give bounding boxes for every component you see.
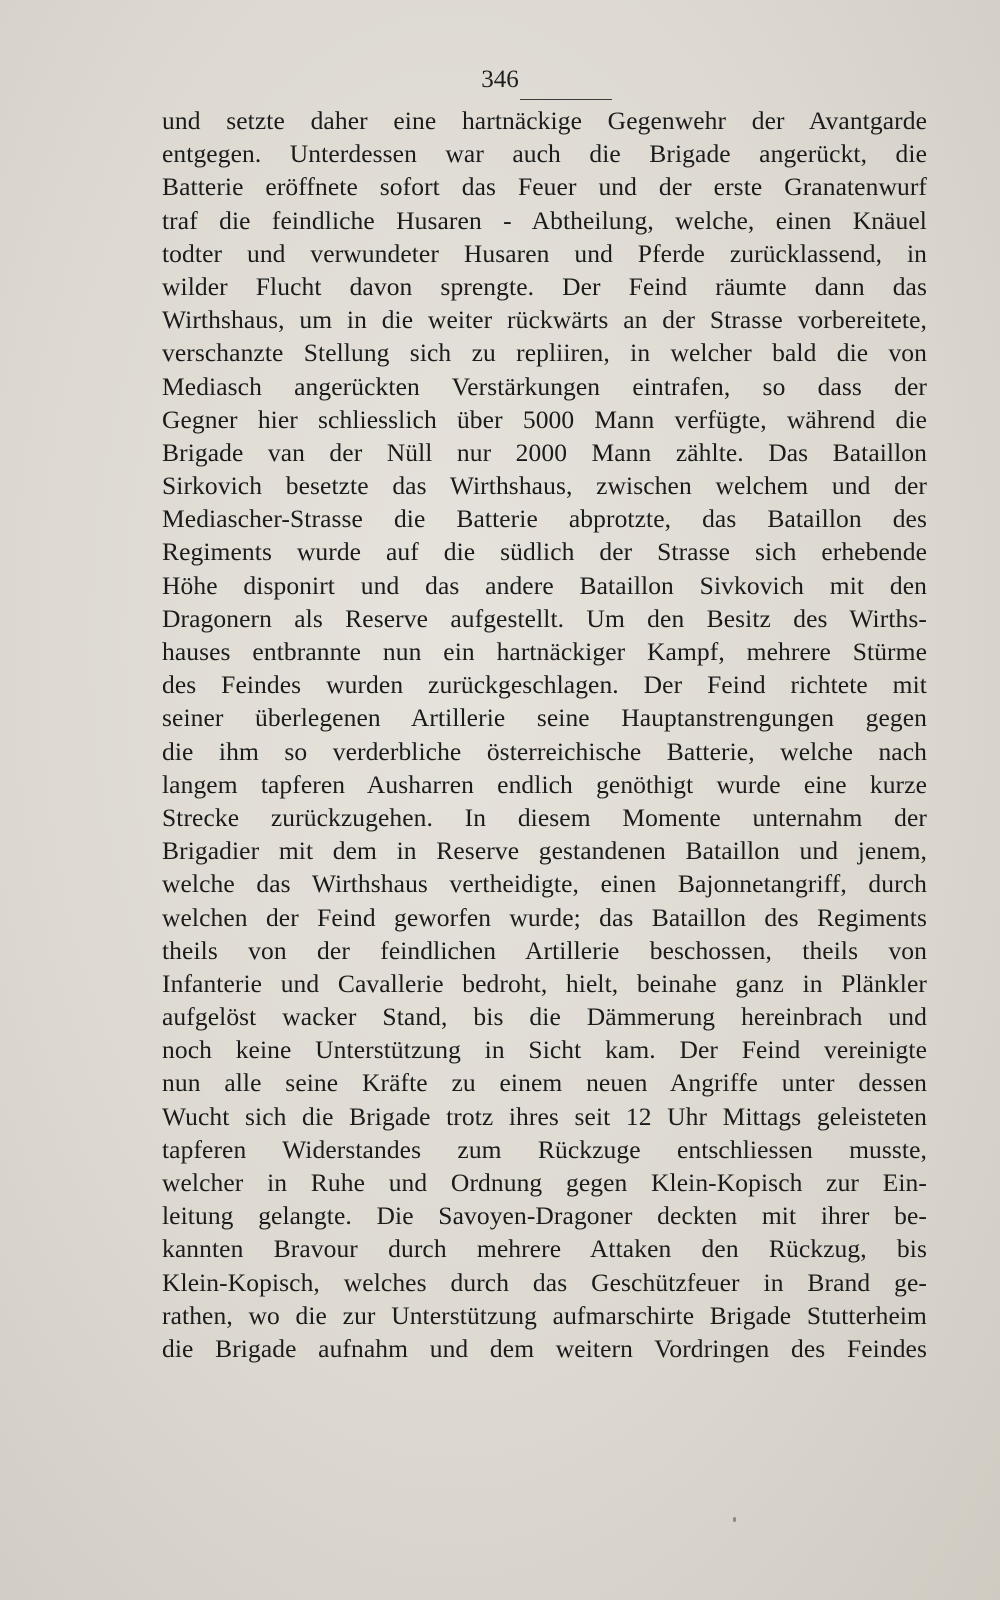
text-line: langem tapferen Ausharren endlich genöthigt wurde eine kurze	[162, 769, 927, 799]
text-line: Strecke zurückzugehen. In diesem Momente unternahm der	[162, 802, 927, 832]
text-line: und setzte daher eine hartnäckige Gegenwehr der Avantgarde	[162, 106, 927, 135]
text-line: Höhe disponirt und das andere Bataillon Sivkovich mit den	[162, 570, 927, 600]
text-line: Klein-Kopisch, welches durch das Geschützfeuer in Brand ge-	[162, 1267, 927, 1297]
text-line: noch keine Unterstützung in Sicht kam. Der Feind vereinigte	[162, 1035, 927, 1065]
text-line: entgegen. Unterdessen war auch die Brigade angerückt, die	[162, 139, 927, 169]
text-line: nun alle seine Kräfte zu einem neuen Angriffe unter dessen	[162, 1068, 927, 1098]
text-line: leitung gelangte. Die Savoyen-Dragoner deckten mit ihrer be-	[162, 1201, 927, 1231]
text-line: Brigadier mit dem in Reserve gestandenen Bataillon und jenem,	[162, 836, 927, 866]
header-rule	[520, 99, 612, 100]
text-line: Wirthshaus, um in die weiter rückwärts an der Strasse vorbereitete,	[162, 305, 927, 335]
text-line: tapferen Widerstandes zum Rückzuge entschliessen musste,	[162, 1134, 927, 1164]
text-line: Wucht sich die Brigade trotz ihres seit 12 Uhr Mittags geleisteten	[162, 1101, 927, 1131]
text-line: Brigade van der Nüll nur 2000 Mann zählte. Das Bataillon	[162, 437, 927, 467]
text-line: theils von der feindlichen Artillerie beschossen, theils von	[162, 935, 927, 965]
text-line: die Brigade aufnahm und dem weitern Vordringen des Feindes	[162, 1333, 927, 1363]
text-line: kannten Bravour durch mehrere Attaken den Rückzug, bis	[162, 1234, 927, 1264]
body-text	[162, 104, 927, 1365]
text-line: todter und verwundeter Husaren und Pferde zurücklassend, in	[162, 238, 927, 268]
page-number: 346	[481, 66, 519, 93]
text-line: welchen der Feind geworfen wurde; das Bataillon des Regiments	[162, 902, 927, 932]
text-line: Batterie eröffnete sofort das Feuer und der erste Granatenwurf	[162, 172, 927, 202]
text-line: welcher in Ruhe und Ordnung gegen Klein-Kopisch zur Ein-	[162, 1168, 927, 1197]
text-line: Mediasch angerückten Verstärkungen eintrafen, so dass der	[162, 371, 927, 401]
paper-speck	[733, 1517, 736, 1522]
text-line: Regiments wurde auf die südlich der Strasse sich erhebende	[162, 537, 927, 567]
text-line: Gegner hier schliesslich über 5000 Mann verfügte, während die	[162, 404, 927, 434]
text-line: des Feindes wurden zurückgeschlagen. Der Feind richtete mit	[162, 670, 927, 700]
text-line: seiner überlegenen Artillerie seine Hauptanstrengungen gegen	[162, 703, 927, 733]
text-line: Sirkovich besetzte das Wirthshaus, zwischen welchem und der	[162, 471, 927, 501]
text-line: aufgelöst wacker Stand, bis die Dämmerung hereinbrach und	[162, 1002, 927, 1032]
text-line: die ihm so verderbliche österreichische Batterie, welche nach	[162, 736, 927, 766]
text-line: Infanterie und Cavallerie bedroht, hielt, beinahe ganz in Plänkler	[162, 968, 927, 998]
text-line: Dragonern als Reserve aufgestellt. Um den Besitz des Wirths-	[162, 603, 927, 633]
text-line: hauses entbrannte nun ein hartnäckiger Kampf, mehrere Stürme	[162, 637, 927, 666]
text-line: welche das Wirthshaus vertheidigte, einen Bajonnetangriff, durch	[162, 869, 927, 899]
text-line: rathen, wo die zur Unterstützung aufmarschirte Brigade Stutterheim	[162, 1300, 927, 1330]
text-line: wilder Flucht davon sprengte. Der Feind räumte dann das	[162, 271, 927, 301]
text-line: Mediascher-Strasse die Batterie abprotzte, das Bataillon des	[162, 504, 927, 534]
text-line: verschanzte Stellung sich zu repliiren, in welcher bald die von	[162, 338, 927, 368]
text-line: traf die feindliche Husaren - Abtheilung, welche, einen Knäuel	[162, 205, 927, 235]
